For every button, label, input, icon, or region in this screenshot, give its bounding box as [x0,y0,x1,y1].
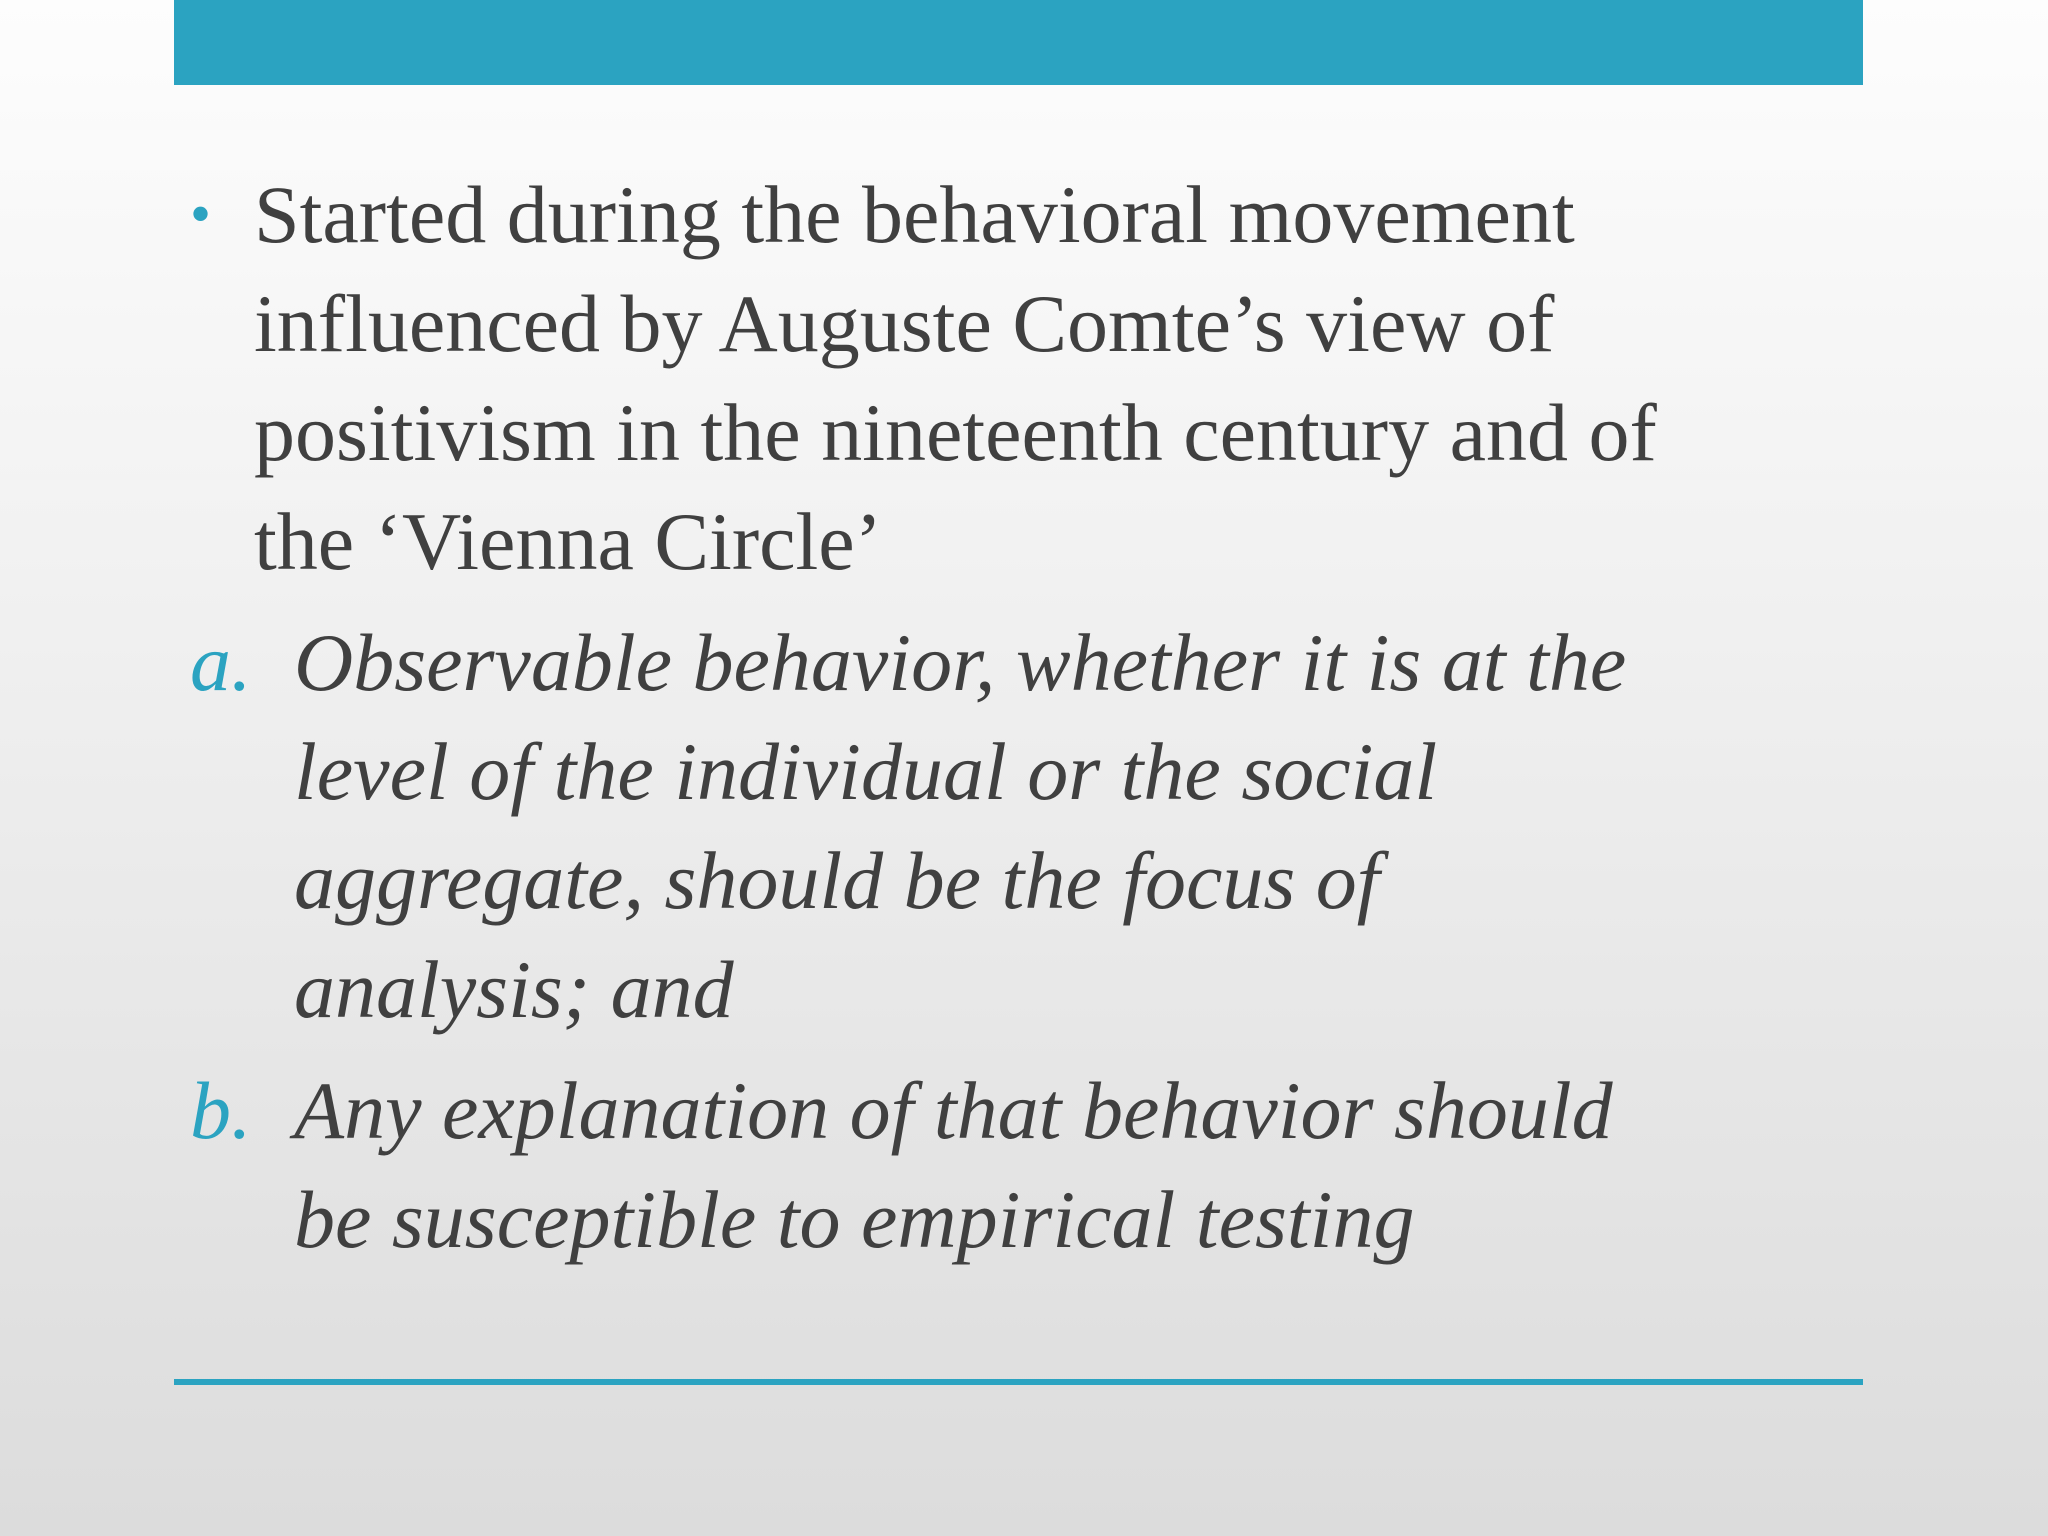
text-line: Any explanation of that behavior should [294,1065,1613,1156]
text-line: aggregate, should be the focus of [294,835,1380,926]
text-line: level of the individual or the social [294,726,1438,817]
slide-content [190,160,1850,1286]
main-bullet-text [254,160,1850,596]
sub-item-text [294,1056,1850,1274]
main-bullet [190,160,1850,596]
text-line: analysis; and [294,944,734,1035]
sub-item-a [190,608,1850,1044]
text-line: positivism in the nineteenth century and of [254,387,1657,478]
bullet-dot-icon: • [190,181,212,247]
text-line: Started during the behavioral movement [254,169,1575,260]
sub-item-marker: a. [190,617,252,708]
sub-item-text [294,608,1850,1044]
sub-item-b [190,1056,1850,1274]
footer-divider [174,1379,1863,1385]
text-line: the ‘Vienna Circle’ [254,496,883,587]
sub-item-marker: b. [190,1065,252,1156]
sub-list [190,608,1850,1274]
text-line: influenced by Auguste Comte’s view of [254,278,1555,369]
header-accent-bar [174,0,1863,85]
text-line: be susceptible to empirical testing [294,1174,1415,1265]
text-line: Observable behavior, whether it is at the [294,617,1627,708]
